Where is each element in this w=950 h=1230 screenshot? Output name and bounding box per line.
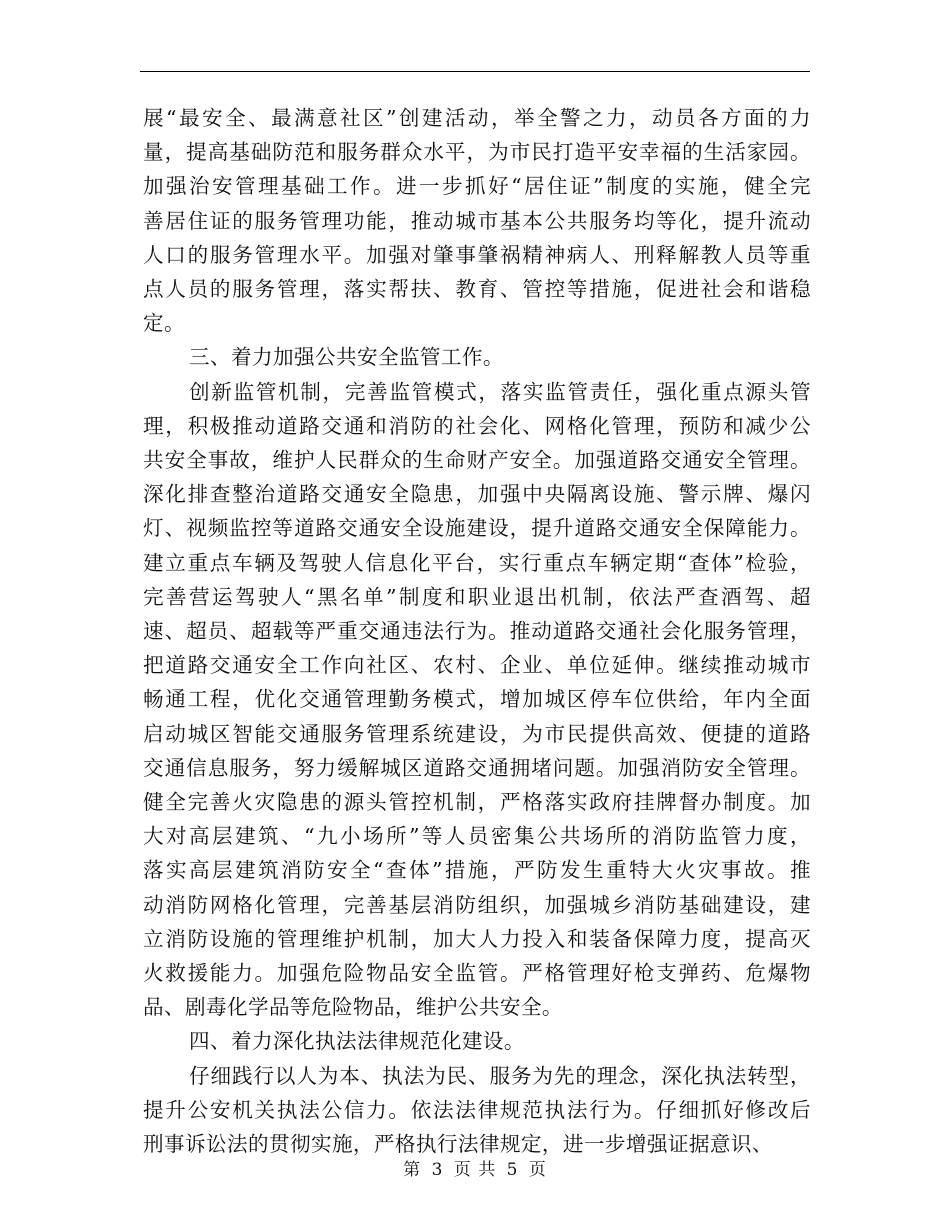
text-line: 动消防网格化管理，完善基层消防组织，加强城乡消防基础建设，建 <box>143 892 811 917</box>
text-line: 刑事诉讼法的贯彻实施，严格执行法律规定，进一步增强证据意识、 <box>143 1132 773 1157</box>
section-heading <box>143 1024 811 1058</box>
footer-current-page: 3 <box>431 1160 444 1180</box>
text-line: 四、着力深化执法法律规范化建设。 <box>189 1029 525 1054</box>
text-line: 善居住证的服务管理功能，推动城市基本公共服务均等化，提升流动 <box>143 208 811 233</box>
section-heading <box>143 340 811 374</box>
header-rule <box>140 71 810 72</box>
text-line: 点人员的服务管理，落实帮扶、教育、管控等措施，促进社会和谐稳 <box>143 277 811 302</box>
text-line: 人口的服务管理水平。加强对肇事肇祸精神病人、刑释解教人员等重 <box>143 242 811 267</box>
text-line: 火救援能力。加强危险物品安全监管。严格管理好枪支弹药、危爆物 <box>143 961 811 986</box>
text-line: 理，积极推动道路交通和消防的社会化、网格化管理，预防和减少公 <box>143 413 811 438</box>
text-line: 建立重点车辆及驾驶人信息化平台，实行重点车辆定期“查体”检验， <box>143 550 811 575</box>
text-line: 把道路交通安全工作向社区、农村、企业、单位延伸。继续推动城市 <box>143 653 811 678</box>
page-footer <box>0 1155 950 1180</box>
text-line: 灯、视频监控等道路交通安全设施建设，提升道路交通安全保障能力。 <box>143 516 811 541</box>
paragraph <box>143 1059 811 1162</box>
text-line: 大对高层建筑、“九小场所”等人员密集公共场所的消防监管力度， <box>143 824 811 849</box>
text-line: 完善营运驾驶人“黑名单”制度和职业退出机制，依法严查酒驾、超 <box>143 584 811 609</box>
text-line: 落实高层建筑消防安全“查体”措施，严防发生重特大火灾事故。推 <box>143 858 811 883</box>
text-line: 三、着力加强公共安全监管工作。 <box>189 345 504 370</box>
text-line: 健全完善火灾隐患的源头管控机制，严格落实政府挂牌督办制度。加 <box>143 790 811 815</box>
paragraph <box>143 375 811 1025</box>
footer-middle: 页 共 <box>453 1160 497 1180</box>
footer-suffix: 页 <box>528 1160 547 1180</box>
text-line: 交通信息服务，努力缓解城区道路交通拥堵问题。加强消防安全管理。 <box>143 755 811 780</box>
text-line: 品、剧毒化学品等危险物品，维护公共安全。 <box>143 995 563 1020</box>
text-line: 立消防设施的管理维护机制，加大人力投入和装备保障力度，提高灭 <box>143 926 811 951</box>
text-line: 仔细践行以人为本、执法为民、服务为先的理念，深化执法转型， <box>189 1063 811 1088</box>
text-line: 创新监管机制，完善监管模式，落实监管责任，强化重点源头管 <box>189 379 811 404</box>
paragraph <box>143 101 811 340</box>
footer-total-pages: 5 <box>506 1160 519 1180</box>
text-line: 深化排查整治道路交通安全隐患，加强中央隔离设施、警示牌、爆闪 <box>143 482 811 507</box>
text-line: 畅通工程，优化交通管理勤务模式，增加城区停车位供给，年内全面 <box>143 687 811 712</box>
text-line: 定。 <box>143 311 185 336</box>
text-line: 速、超员、超载等严重交通违法行为。推动道路交通社会化服务管理， <box>143 619 811 644</box>
text-line: 展“最安全、最满意社区”创建活动，举全警之力，动员各方面的力 <box>143 106 811 130</box>
text-line: 共安全事故，维护人民群众的生命财产安全。加强道路交通安全管理。 <box>143 448 811 473</box>
text-line: 启动城区智能交通服务管理系统建设，为市民提供高效、便捷的道路 <box>143 721 811 746</box>
text-line: 加强治安管理基础工作。进一步抓好“居住证”制度的实施，健全完 <box>143 174 811 199</box>
document-body <box>143 101 811 1161</box>
text-line: 量，提高基础防范和服务群众水平，为市民打造平安幸福的生活家园。 <box>143 140 811 165</box>
footer-prefix: 第 <box>403 1160 422 1180</box>
text-line: 提升公安机关执法公信力。依法法律规范执法行为。仔细抓好修改后 <box>143 1097 811 1122</box>
